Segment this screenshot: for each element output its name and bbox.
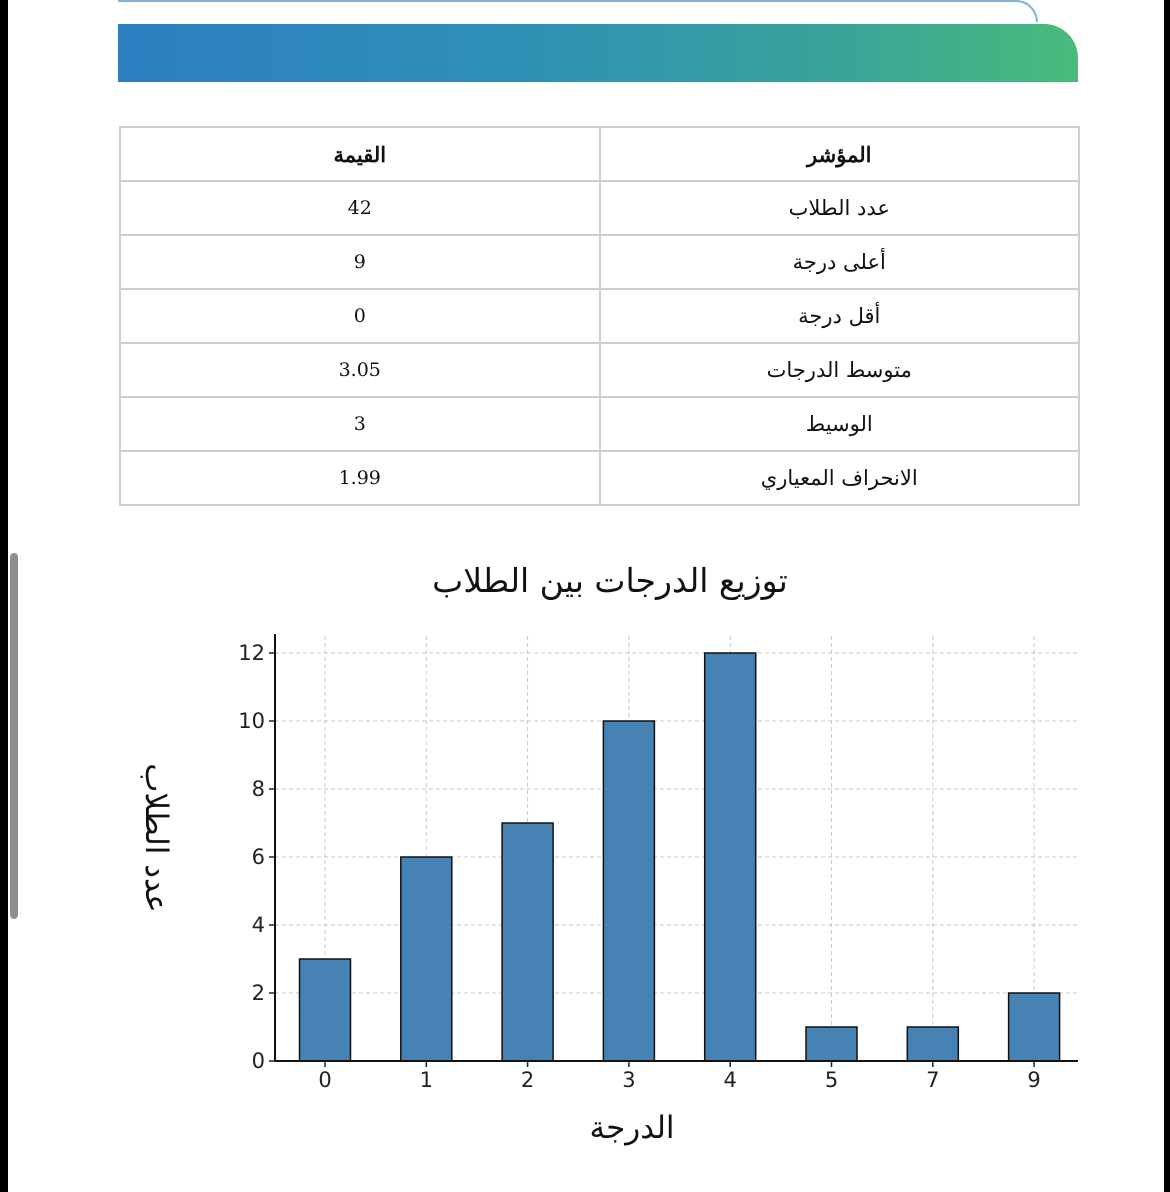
y-tick-label: 0: [251, 1049, 265, 1073]
y-tick-label: 12: [238, 641, 265, 665]
x-tick-label: 9: [1027, 1068, 1041, 1092]
chart-bars: [300, 653, 1060, 1061]
decorative-top-line: [118, 0, 1038, 22]
y-tick-label: 2: [251, 981, 265, 1005]
bar-3: [603, 721, 654, 1061]
x-axis-label: الدرجة: [589, 1110, 675, 1146]
header-banner: [118, 24, 1078, 82]
row-indicator: أقل درجة: [600, 289, 1080, 343]
bar-4: [705, 653, 756, 1061]
bar-7: [907, 1027, 958, 1061]
bar-1: [401, 857, 452, 1061]
chart-title: توزيع الدرجات بين الطلاب: [432, 561, 788, 600]
row-value: 42: [120, 181, 600, 235]
row-value: 3.05: [120, 343, 600, 397]
x-tick-label: 2: [520, 1068, 535, 1092]
row-indicator: الانحراف المعياري: [600, 451, 1080, 505]
row-value: 0: [120, 289, 600, 343]
chart-axes: [269, 634, 1078, 1067]
row-indicator: أعلى درجة: [600, 235, 1080, 289]
table-row: [120, 181, 1079, 235]
table-header-row: [120, 127, 1079, 181]
row-indicator: عدد الطلاب: [600, 181, 1080, 235]
table-row: [120, 397, 1079, 451]
bar-2: [502, 823, 553, 1061]
x-tick-label: 7: [926, 1068, 940, 1092]
row-value: 9: [120, 235, 600, 289]
row-value: 3: [120, 397, 600, 451]
chart-grid: [275, 636, 1078, 1061]
header-value: القيمة: [120, 127, 600, 181]
y-tick-label: 8: [251, 777, 265, 801]
x-tick-label: 3: [622, 1068, 636, 1092]
bar-0: [300, 959, 351, 1061]
table-row: [120, 289, 1079, 343]
statistics-table: [119, 126, 1080, 506]
y-tick-label: 10: [238, 709, 265, 733]
x-tick-label: 1: [419, 1068, 433, 1092]
row-value: 1.99: [120, 451, 600, 505]
bar-5: [806, 1027, 857, 1061]
bar-9: [1009, 993, 1060, 1061]
row-indicator: الوسيط: [600, 397, 1080, 451]
x-tick-label: 4: [723, 1068, 737, 1092]
y-tick-label: 4: [251, 913, 265, 937]
row-indicator: متوسط الدرجات: [600, 343, 1080, 397]
table-row: [120, 343, 1079, 397]
table-row: [120, 235, 1079, 289]
x-tick-label: 5: [824, 1068, 839, 1092]
y-axis-label: عدد الطلاب: [138, 763, 174, 913]
table-row: [120, 451, 1079, 505]
y-tick-label: 6: [251, 845, 265, 869]
y-tick-labels: [238, 641, 265, 1073]
x-tick-labels: [318, 1068, 1040, 1092]
header-indicator: المؤشر: [600, 127, 1080, 181]
x-tick-label: 0: [318, 1068, 332, 1092]
score-distribution-chart: [0, 540, 1170, 1192]
